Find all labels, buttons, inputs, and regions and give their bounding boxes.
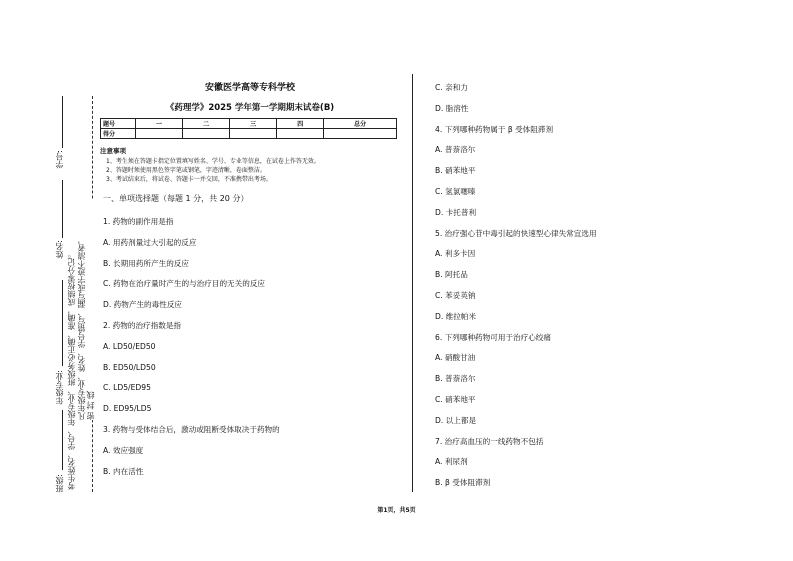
- option-line: D. 卡托普利: [435, 207, 477, 217]
- class-line: [62, 410, 63, 470]
- left-column: [100, 78, 400, 482]
- option-line: D. 脂溶性: [435, 103, 469, 113]
- binding-instructions-2: 凡年级专业、姓名、学号错写、漏写或字迹不清者，: [77, 236, 86, 420]
- major-label: 年级专业:: [55, 370, 64, 405]
- question-line: 1. 药物的副作用是指: [103, 217, 174, 226]
- student-id-label: 学号:: [55, 150, 64, 169]
- option-line: A. 用药剂量过大引起的反应: [103, 237, 197, 247]
- score-row-label: 得分: [101, 129, 136, 139]
- section-title: 一、单项选择题（每题 1 分，共 20 分）: [103, 194, 249, 203]
- binding-instructions-1: 考生姓名、学号、年级专业、班级务必正确、准确，成绩按零分记。: [67, 250, 76, 490]
- option-line: B. 阿托品: [435, 270, 468, 280]
- option-line: B. β 受体阻滞剂: [435, 478, 491, 488]
- score-cell[interactable]: [324, 129, 397, 139]
- score-table-header-row: [101, 119, 397, 129]
- option-line: C. 亲和力: [435, 83, 468, 92]
- seal-line-text: 密 封 线: [86, 200, 96, 420]
- option-line: A. 利尿剂: [435, 457, 468, 467]
- score-table-score-row: [101, 129, 397, 139]
- student-id-line: [62, 96, 63, 148]
- option-line: B. 普萘洛尔: [435, 374, 476, 384]
- notice-item: 3、考试结束后，将试卷、答题卡一并交回，不准携带出考场。: [106, 176, 272, 183]
- option-line: C. 苯妥英钠: [435, 290, 476, 300]
- option-line: A. 硝酸甘油: [435, 353, 476, 363]
- score-header-cell: 总分: [324, 119, 397, 129]
- option-line: B. 硝苯地平: [435, 166, 476, 176]
- option-line: A. LD50/ED50: [103, 341, 156, 351]
- score-header-cell: 一: [136, 119, 183, 129]
- option-line: B. 长期用药所产生的反应: [103, 258, 189, 268]
- notice-block: [100, 147, 400, 184]
- option-line: B. ED50/LD50: [103, 362, 156, 372]
- score-cell[interactable]: [136, 129, 183, 139]
- question-line: 7. 治疗高血压的一线药物不包括: [435, 436, 544, 446]
- option-line: D. ED95/LD5: [103, 404, 152, 414]
- question-line: 5. 治疗强心苷中毒引起的快速型心律失常宜选用: [435, 228, 597, 238]
- option-line: C. LD5/ED95: [103, 383, 151, 393]
- option-line: D. 药物产生的毒性反应: [103, 300, 183, 310]
- option-line: A. 效应强度: [103, 445, 144, 455]
- option-line: A. 利多卡因: [435, 249, 476, 259]
- question-line: 6. 下列哪种药物可用于治疗心绞痛: [435, 332, 551, 342]
- score-header-cell: 四: [277, 119, 324, 129]
- class-label: 班级:: [55, 474, 64, 493]
- name-line: [62, 180, 63, 238]
- question-line: 4. 下列哪种药物属于 β 受体阻滞剂: [435, 124, 554, 134]
- score-table: [100, 118, 397, 139]
- option-line: D. 维拉帕米: [435, 311, 477, 321]
- option-line: C. 氢氯噻嗪: [435, 186, 476, 196]
- score-header-cell: 三: [230, 119, 277, 129]
- page-footer: 第1页，共5页: [377, 507, 416, 514]
- option-line: D. 以上都是: [435, 415, 477, 425]
- option-line: C. 硝苯地平: [435, 394, 476, 404]
- school-name: 安徽医学高等专科学校: [204, 83, 295, 93]
- notice-title: 注意事项: [100, 147, 126, 155]
- score-cell[interactable]: [183, 129, 230, 139]
- name-label: 姓名:: [55, 240, 64, 259]
- score-header-cell: 题号: [101, 119, 136, 129]
- notice-item: 2、答题时须使用黑色签字笔或钢笔，字迹清晰，卷面整洁。: [106, 167, 266, 174]
- question-line: 2. 药物的治疗指数是指: [103, 320, 182, 330]
- column-divider: [412, 74, 413, 492]
- option-line: A. 普萘洛尔: [435, 145, 476, 155]
- option-line: B. 内在活性: [103, 466, 144, 476]
- major-line: [62, 280, 63, 366]
- score-header-cell: 二: [183, 119, 230, 129]
- exam-title: 《药理学》2025 学年第一学期期末试卷(B): [165, 103, 335, 113]
- right-column: [432, 78, 752, 494]
- score-cell[interactable]: [277, 129, 324, 139]
- score-cell[interactable]: [230, 129, 277, 139]
- notice-item: 1、考生须在答题卡指定位置填写姓名、学号、专业等信息，在试卷上作答无效。: [106, 158, 320, 165]
- left-question-list: [100, 212, 400, 482]
- option-line: C. 药物在治疗量时产生的与治疗目的无关的反应: [103, 279, 266, 289]
- question-line: 3. 药物与受体结合后，激动或阻断受体取决于药物的: [103, 424, 280, 434]
